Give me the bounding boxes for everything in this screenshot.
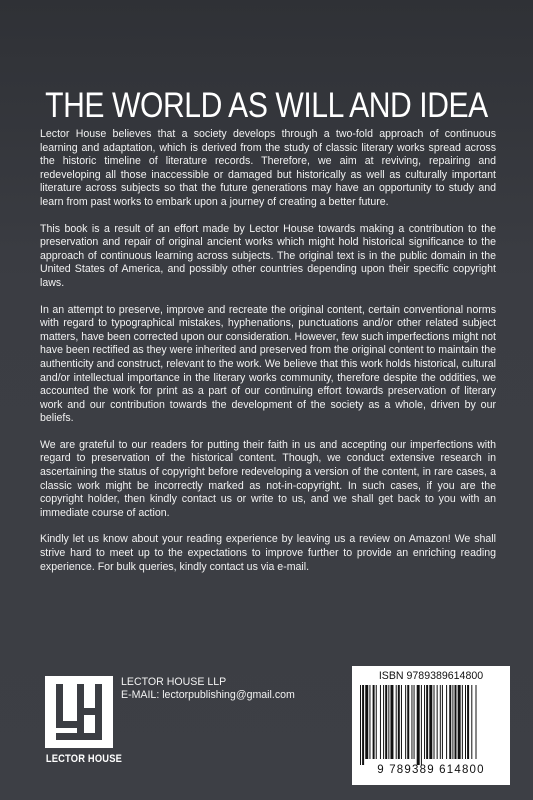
publisher-info [121, 676, 295, 702]
blurb-paragraph: In an attempt to preserve, improve and recreate the original content, certain conventional norms with regard to typographical mistakes, hyphenations, punctuations and/or other related subject matters, have been corrected upon our consideration. However, few such imperfections might not have been rectified as they were inherited and preserved from the original content to maintain the authenticity and construct, relevant to the work. We believe that this work holds historical, cultural and/or intellectual importance in the literary works community, therefore despite the oddities, we accounted the work for print as a part of our continuing effort towards preservation of literary work and our contribution towards the development of the society as a whole, driven by our beliefs. [40, 303, 496, 425]
publisher-logo [40, 676, 123, 774]
blurb-paragraph: Lector House believes that a society develops through a two-fold approach of continuous learning and adaptation, which is derived from the study of classic literary works spread across the historic timeline of literature records. Therefore, we aim at reviving, repairing and redeveloping all those inaccessible or damaged but historically as well as culturally important literature across subjects so that the future generations may have an opportunity to study and learn from past works to embark upon a journey of creating a better future. [40, 128, 496, 208]
isbn-barcode-panel [352, 666, 510, 785]
blurb-paragraph: We are grateful to our readers for putting their faith in us and accepting our imperfections with regard to preservation of the historical content. Though, we conduct extensive research in ascertaining the status of copyright before redeveloping a version of the content, in rare cases, a classic work might be incorrectly marked as not-in-copyright. In such cases, if you are the copyright holder, then kindly contact us or write to us, and we shall get back to you with an immediate course of action. [40, 438, 496, 519]
blurb-paragraph: This book is a result of an effort made by Lector House towards making a contribution to the preservation and repair of original ancient works which might hold historical significance to the approach of continuous learning across subjects. The original text is in the public domain in the United States of America, and possibly other countries depending upon their specific copyright laws. [40, 222, 496, 289]
lh-monogram-icon [45, 676, 113, 748]
isbn-label: ISBN 9789389614800 [378, 670, 484, 682]
barcode-digits: 9 789389 614800 [377, 764, 485, 776]
cover-blurb [40, 128, 496, 587]
blurb-paragraph: Kindly let us know about your reading experience by leaving us a review on Amazon! We shall strive hard to meet up to the expectations to improve further to provide an enriching reading experience. For bulk queries, kindly contact us via e-mail. [40, 533, 496, 573]
logo-wordmark: LECTOR HOUSE [45, 753, 123, 765]
publisher-email: E-MAIL: lectorpublishing@gmail.com [121, 689, 295, 701]
barcode-icon [358, 685, 504, 765]
book-title: THE WORLD AS WILL AND IDEA [45, 86, 488, 125]
publisher-name: LECTOR HOUSE LLP [121, 676, 227, 688]
